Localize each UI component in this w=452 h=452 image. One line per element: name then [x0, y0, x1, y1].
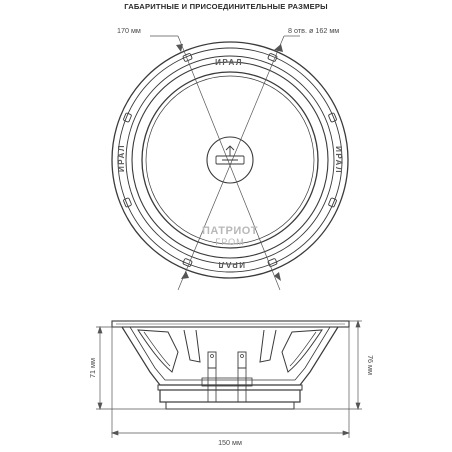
diameter-label: 170 мм: [117, 26, 141, 35]
basket-outline: [122, 327, 338, 385]
rim-text-top: ИРАЛ: [215, 58, 243, 67]
magnet-bottom-plate: [166, 402, 294, 409]
dimensions: [96, 321, 362, 438]
width-label: 150 мм: [218, 438, 242, 447]
basket-arm-center-right: [260, 330, 276, 362]
side-view: [112, 321, 349, 409]
diameter-arrow-top: [176, 44, 183, 52]
rim-text-left: ИРАЛ: [117, 144, 126, 172]
dust-cap-logo: [216, 146, 244, 164]
diameter-arrow-bottom: [274, 272, 281, 281]
holes-label: 8 отв. ø 162 мм: [288, 26, 340, 35]
height-outer-label: 76 мм: [366, 355, 375, 375]
holes-arrow-bottom: [181, 271, 189, 279]
magnet: [160, 390, 300, 402]
rim-text-bottom: ИРАЛ: [217, 260, 245, 269]
basket-arm-left-inner: [144, 332, 170, 366]
height-inner-label: 71 мм: [88, 358, 97, 378]
watermark-line1: ПАТРИОТ: [201, 225, 259, 237]
front-view: [112, 36, 348, 290]
page-title: ГАБАРИТНЫЕ И ПРИСОЕДИНИТЕЛЬНЫЕ РАЗМЕРЫ: [124, 2, 328, 11]
watermark-line2: ГРОМ: [215, 237, 245, 247]
basket-arm-center-left: [184, 330, 200, 362]
basket-arm-right-inner: [290, 332, 316, 366]
holes-leader-line: [178, 36, 284, 290]
diameter-leader-line: [178, 36, 280, 290]
basket-inner-outline: [130, 327, 330, 380]
watermark: [202, 225, 258, 247]
rim-text-right: ИРАЛ: [334, 146, 343, 174]
